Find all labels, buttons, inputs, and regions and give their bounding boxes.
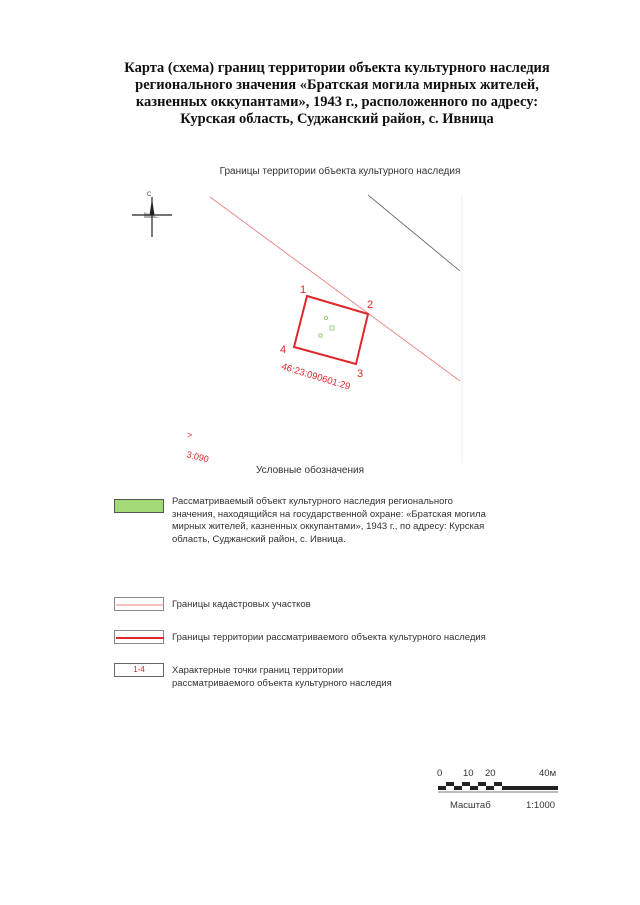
legend-line: Характерные точки границ территории bbox=[172, 665, 344, 676]
legend-swatch-object bbox=[114, 499, 164, 513]
point-label-1: 1 bbox=[300, 284, 307, 296]
legend-title: Условные обозначения bbox=[255, 465, 365, 476]
legend-line: рассматриваемого объекта культурного наследия bbox=[172, 677, 392, 689]
edge-chevron: > bbox=[187, 430, 193, 440]
heritage-object-marker bbox=[319, 316, 334, 337]
map-caption: Границы территории объекта культурного наследия bbox=[219, 166, 461, 177]
document-title bbox=[100, 60, 574, 128]
title-line: Курская область, Суджанский район, с. Ивница bbox=[180, 111, 494, 127]
north-arrow-icon bbox=[132, 197, 172, 237]
point-label-3: 3 bbox=[357, 368, 364, 380]
cadastral-boundary-line bbox=[368, 195, 460, 271]
legend-text-cadastral bbox=[172, 599, 311, 612]
legend-line: мирных жителей, казненных оккупантами», 1943 г., по адресу: Курская bbox=[172, 521, 485, 532]
legend-swatch-points: 1-4 bbox=[114, 663, 164, 677]
legend-line: Границы территории рассматриваемого объекта культурного наследия bbox=[172, 632, 486, 643]
scale-ratio: 1:1000 bbox=[526, 800, 556, 811]
title-line: регионального значения «Братская могила мирных жителей, bbox=[135, 77, 539, 93]
parcel-label: 46:23:090601:29 bbox=[280, 361, 352, 393]
title-line: Карта (схема) границ территории объекта культурного наследия bbox=[124, 60, 550, 76]
north-label: С bbox=[147, 192, 152, 198]
scale-tick-label: 0 bbox=[437, 768, 443, 779]
legend-territory-line bbox=[115, 631, 165, 645]
title-line: казненных оккупантами», 1943 г., расположенного по адресу: bbox=[135, 94, 539, 110]
scale-bar bbox=[430, 768, 580, 818]
legend-line: Границы кадастровых участков bbox=[172, 599, 311, 610]
point-label-2: 2 bbox=[367, 299, 374, 311]
legend-line: Рассматриваемый объект культурного наследия регионального bbox=[172, 496, 453, 507]
legend-text-territory bbox=[172, 632, 486, 645]
legend-line: область, Суджанский район, с. Ивница. bbox=[172, 533, 346, 545]
map-canvas bbox=[130, 185, 470, 465]
cadastral-boundary-line bbox=[210, 197, 460, 381]
legend-text-points bbox=[172, 665, 392, 690]
legend-text-object bbox=[172, 496, 486, 546]
scale-tick-label: 20 bbox=[485, 768, 496, 779]
scale-tick-label: 10 bbox=[463, 768, 474, 779]
legend-cadastral-line bbox=[115, 598, 165, 612]
legend-swatch-cadastral bbox=[114, 597, 164, 611]
point-label-4: 4 bbox=[280, 344, 287, 356]
scale-bar-graphic bbox=[438, 782, 560, 796]
edge-parcel-label: 3:090 bbox=[185, 449, 210, 465]
scale-label: Масштаб bbox=[450, 800, 491, 811]
legend-line: значения, находящийся на государственной охране: «Братская могила bbox=[172, 508, 486, 520]
legend-swatch-territory bbox=[114, 630, 164, 644]
scale-tick-label: 40м bbox=[539, 768, 557, 779]
